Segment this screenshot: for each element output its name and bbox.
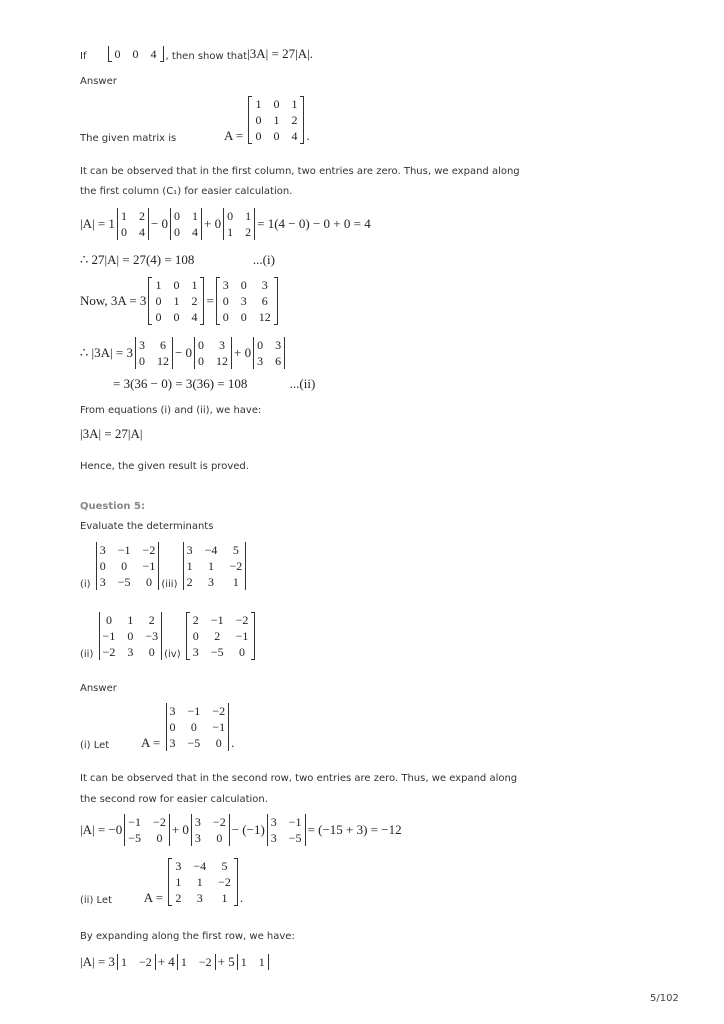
matrix-entry: −2 (102, 645, 116, 659)
matrix-entry: 4 (291, 129, 298, 143)
math-text: − 0 (174, 345, 193, 360)
matrix-entry: 0 (222, 310, 229, 324)
matrix-entry: 3 (127, 645, 134, 659)
matrix-entries (118, 954, 155, 970)
math-text: A = (141, 735, 164, 750)
from-equations-text: From equations (i) and (ii), we have: (80, 405, 262, 416)
right-bar (158, 542, 159, 590)
matrix-entry: −1 (235, 629, 249, 643)
matrix-entry: 0 (127, 629, 134, 643)
observation-line: the first column (C₁) for easier calculation. (80, 186, 293, 197)
matrix-entries (97, 542, 159, 590)
matrix-entries (171, 208, 201, 240)
matrix-entry: 3 (222, 278, 229, 292)
matrix-entry: 3 (99, 543, 106, 557)
matrix-entries (252, 96, 300, 144)
matrix-entry: 6 (275, 354, 282, 368)
matrix-entry: 1 (180, 955, 187, 969)
determinant (117, 954, 156, 970)
matrix-entry: −2 (212, 815, 226, 829)
matrix-entry: 1 (273, 113, 280, 127)
matrix-entries (190, 612, 252, 660)
matrix-entry: −2 (218, 875, 231, 889)
right-bar (305, 814, 306, 846)
matrix-entry: −2 (229, 559, 243, 573)
determinant (194, 337, 232, 369)
math-text: = (−15 + 3) = −12 (307, 822, 402, 837)
matrix-entry: 0 (145, 575, 152, 589)
determinant (170, 208, 202, 240)
determinant (166, 703, 230, 751)
answer-label: Answer (80, 76, 117, 87)
matrix-entry: −1 (102, 629, 116, 643)
matrix-entry: 3 (257, 354, 264, 368)
matrix-entry: 1 (245, 209, 252, 223)
question-determinants-row-2 (80, 612, 257, 660)
matrix-entry: −1 (212, 720, 226, 734)
math-text: |A| = −0 (80, 822, 123, 837)
problem-statement (80, 46, 313, 62)
matrix-entry: 1 (192, 209, 199, 223)
matrix-entry: 4 (138, 225, 145, 239)
matrix-entry: −3 (145, 629, 159, 643)
equation-27a (80, 252, 275, 268)
math-text: − 0 (150, 216, 169, 231)
determinant (96, 542, 160, 590)
matrix-entry: 2 (175, 891, 182, 905)
right-bar (169, 814, 170, 846)
matrix (148, 277, 204, 325)
label-text: (i) Let (80, 740, 142, 751)
matrix-entry: 1 (196, 875, 203, 889)
matrix-entry: 2 (191, 294, 198, 308)
matrix-entry: 3 (208, 575, 215, 589)
matrix-entry: 1 (173, 294, 180, 308)
matrix-entry: 1 (191, 278, 198, 292)
matrix-entry: −5 (210, 645, 224, 659)
answer-label: Answer (80, 683, 117, 694)
matrix-entries (254, 337, 284, 369)
matrix-entry: 0 (169, 720, 176, 734)
matrix-entry: 6 (159, 338, 166, 352)
matrix-entry: 0 (198, 338, 205, 352)
matrix-entries (268, 814, 305, 846)
matrix-entry: 0 (105, 613, 112, 627)
math-text: = (206, 293, 214, 308)
matrix-entry: 2 (186, 575, 193, 589)
matrix-entry: 0 (132, 47, 139, 61)
question-prompt: Evaluate the determinants (80, 521, 214, 532)
matrix-entry: −2 (235, 613, 249, 627)
matrix-entry: 2 (148, 613, 155, 627)
matrix-entry: −1 (187, 704, 201, 718)
matrix-entry: 0 (192, 629, 199, 643)
observation-line: It can be observed that in the second row, two entries are zero. Thus, we expand along (80, 773, 518, 784)
matrix-entry: 0 (240, 310, 247, 324)
right-bar (229, 814, 230, 846)
matrix-entry: 4 (191, 310, 198, 324)
math-text: . (306, 128, 310, 143)
matrix-entry: 1 (258, 955, 265, 969)
matrix-entry: 3 (169, 704, 176, 718)
matrix-entry: 3 (169, 736, 176, 750)
matrix-entry: 3 (261, 278, 268, 292)
matrix-entry: 0 (238, 645, 245, 659)
matrix-entry: −1 (117, 543, 131, 557)
matrix-entry: 1 (240, 955, 247, 969)
matrix-entry: −5 (128, 831, 142, 845)
right-bar (245, 542, 246, 590)
right-bar (284, 337, 285, 369)
matrix-entry: 3 (186, 543, 193, 557)
matrix-entry: 0 (240, 278, 247, 292)
matrix-entry: 2 (138, 209, 145, 223)
matrix-entry: 0 (273, 129, 280, 143)
matrix-entry: 4 (192, 225, 199, 239)
determinant (177, 954, 216, 970)
equation-det-a (80, 208, 371, 240)
determinant (124, 814, 170, 846)
determinant (191, 814, 230, 846)
matrix-entry: 3 (192, 645, 199, 659)
let-a-ii (80, 858, 243, 906)
matrix (186, 612, 256, 660)
right-bracket (274, 277, 278, 325)
math-text: ∴ 27|A| = 27(4) = 108 ...(i) (80, 252, 275, 267)
matrix-entries (192, 814, 229, 846)
matrix-entries (195, 337, 231, 369)
math-text: Now, 3A = 3 (80, 293, 147, 308)
matrix-entry: 0 (215, 736, 222, 750)
matrix-entry: 0 (155, 294, 162, 308)
math-text: − (−1) (231, 822, 265, 837)
right-bar (215, 954, 216, 970)
math-text: = 1(4 − 0) − 0 + 0 = 4 (257, 216, 371, 231)
conclusion-text: Hence, the given result is proved. (80, 461, 249, 472)
right-bar (254, 208, 255, 240)
matrix (216, 277, 278, 325)
right-bar (148, 208, 149, 240)
matrix-entry: −4 (193, 859, 207, 873)
determinant (267, 814, 306, 846)
determinant (223, 208, 255, 240)
right-bracket (300, 96, 304, 144)
matrix-entry: 0 (155, 310, 162, 324)
matrix-entry: 6 (261, 294, 268, 308)
equation-3a (80, 277, 280, 325)
matrix-entry: 3 (275, 338, 282, 352)
equation-det-a-i (80, 814, 402, 846)
matrix-entry: 3 (194, 815, 201, 829)
given-matrix (80, 96, 310, 144)
question-determinants-row-1 (80, 542, 248, 590)
observation-line: the second row for easier calculation. (80, 794, 268, 805)
label-text: (i) (80, 579, 94, 590)
matrix-entry: 0 (216, 831, 223, 845)
right-bar (161, 612, 162, 660)
matrix-entry: 12 (216, 354, 229, 368)
matrix-entry: 1 (291, 97, 298, 111)
matrix-entry: 1 (127, 613, 134, 627)
matrix (248, 96, 304, 144)
matrix-entry: 3 (194, 831, 201, 845)
matrix-entry: 1 (255, 97, 262, 111)
expand-first-row-text: By expanding along the first row, we have: (80, 931, 295, 942)
let-a-i (80, 703, 234, 751)
matrix-entry: 3 (196, 891, 203, 905)
math-text: . (239, 890, 244, 905)
determinant (253, 337, 285, 369)
determinant (117, 208, 149, 240)
matrix-entry: 0 (173, 278, 180, 292)
right-bracket (160, 46, 164, 62)
matrix-entry: 3 (240, 294, 247, 308)
label-text: (iv) (164, 649, 184, 660)
math-text: + 0 (234, 345, 252, 360)
matrix-entry: 0 (174, 209, 181, 223)
matrix-entry: 0 (121, 559, 128, 573)
matrix-entry: −1 (210, 613, 224, 627)
matrix-entry: 5 (232, 543, 239, 557)
determinant (183, 542, 247, 590)
right-bar (268, 954, 269, 970)
right-bracket (234, 858, 238, 906)
matrix-entry: 1 (232, 575, 239, 589)
right-bar (228, 703, 229, 751)
label-text: (iii) (161, 579, 181, 590)
math-text: A = (143, 890, 167, 905)
matrix-entry: 1 (175, 875, 182, 889)
matrix-entry: 1 (120, 955, 127, 969)
matrix-entry: 0 (198, 354, 205, 368)
matrix-entry: 1 (208, 559, 215, 573)
matrix-entry: 4 (150, 47, 157, 61)
matrix-entry: 3 (219, 338, 226, 352)
matrix-entry: 1 (155, 278, 162, 292)
math-text: |A| = 1 (80, 216, 115, 231)
matrix-entry: 0 (255, 129, 262, 143)
matrix-entry: 0 (138, 354, 145, 368)
observation-line: It can be observed that in the first column, two entries are zero. Thus, we expand along (80, 166, 520, 177)
math-text: ∴ |3A| = 3 (80, 345, 133, 360)
matrix-entry: 3 (99, 575, 106, 589)
matrix-entries (184, 542, 246, 590)
matrix-entry: −1 (142, 559, 156, 573)
right-bar (172, 337, 173, 369)
equation-det-3a-continued (113, 376, 315, 392)
math-text: + 0 (204, 216, 222, 231)
right-bar (155, 954, 156, 970)
math-text: |A| = 3 (80, 954, 115, 969)
label-text: If (80, 51, 106, 62)
math-text: + 5 (217, 954, 235, 969)
matrix-entry: 0 (156, 831, 163, 845)
matrix-entries (112, 46, 160, 62)
matrix-entry: 12 (156, 354, 169, 368)
question-title: Question 5: (80, 501, 145, 512)
equation-det-3a (80, 337, 287, 369)
equation-result (80, 426, 143, 442)
matrix-entry: 0 (222, 294, 229, 308)
equation-det-a-ii (80, 954, 271, 970)
matrix-entry: 2 (245, 225, 252, 239)
matrix-entry: 0 (190, 720, 197, 734)
math-text: + 4 (157, 954, 175, 969)
matrix-entry: 3 (138, 338, 145, 352)
matrix (168, 858, 238, 906)
matrix-entry: 1 (221, 891, 228, 905)
matrix-entries (152, 277, 200, 325)
matrix-entry: 3 (270, 831, 277, 845)
matrix-entry: 0 (120, 225, 127, 239)
matrix-entry: 5 (221, 859, 228, 873)
matrix-entry: −1 (288, 815, 302, 829)
matrix-entry: 0 (227, 209, 234, 223)
matrix-entry: −2 (142, 543, 156, 557)
matrix-entry: 2 (291, 113, 298, 127)
right-bracket (200, 277, 204, 325)
page-number: 5/102 (650, 993, 679, 1004)
matrix-entries (136, 337, 172, 369)
matrix-entry: 2 (192, 613, 199, 627)
math-text: |3A| = 27|A| (80, 426, 143, 441)
label-text: The given matrix is (80, 133, 224, 144)
matrix-entry: −2 (153, 815, 166, 829)
matrix (108, 46, 164, 62)
matrix-entry: 3 (270, 815, 277, 829)
matrix-entries (178, 954, 215, 970)
matrix-entries (224, 208, 254, 240)
matrix-entry: −4 (204, 543, 218, 557)
matrix-entry: 0 (114, 47, 121, 61)
math-text: |3A| = 27|A|. (247, 46, 313, 61)
matrix-entries (238, 954, 268, 970)
label-text: , then show that (165, 51, 248, 62)
right-bracket (251, 612, 255, 660)
matrix-entry: −1 (128, 815, 142, 829)
matrix-entry: 3 (175, 859, 182, 873)
matrix-entries (100, 612, 162, 660)
matrix-entry: −2 (138, 955, 152, 969)
matrix-entries (125, 814, 169, 846)
matrix-entries (172, 858, 234, 906)
matrix-entry: 1 (227, 225, 234, 239)
matrix-entries (167, 703, 229, 751)
matrix-entry: 12 (258, 310, 271, 324)
math-text: = 3(36 − 0) = 3(36) = 108 ...(ii) (113, 376, 316, 391)
matrix-entry: 0 (173, 310, 180, 324)
matrix-entry: −5 (117, 575, 131, 589)
matrix-entry: 0 (273, 97, 280, 111)
matrix-entry: 2 (214, 629, 221, 643)
math-text: . (231, 735, 235, 750)
matrix-entry: 1 (120, 209, 127, 223)
matrix-entry: 0 (174, 225, 181, 239)
matrix-entry: 1 (186, 559, 193, 573)
matrix-entry: 0 (257, 338, 264, 352)
math-text: A = (223, 128, 247, 143)
math-text: + 0 (171, 822, 189, 837)
label-text: (ii) Let (80, 895, 144, 906)
determinant (135, 337, 173, 369)
right-bar (231, 337, 232, 369)
matrix-entry: 0 (255, 113, 262, 127)
matrix-entry: −2 (212, 704, 226, 718)
matrix-entry: −5 (187, 736, 201, 750)
matrix-entry: 0 (148, 645, 155, 659)
matrix-entry: −2 (198, 955, 212, 969)
determinant (99, 612, 163, 660)
determinant (237, 954, 269, 970)
matrix-entry: −5 (288, 831, 302, 845)
matrix-entry: 0 (99, 559, 106, 573)
label-text: (ii) (80, 649, 97, 660)
matrix-entries (220, 277, 274, 325)
right-bar (201, 208, 202, 240)
matrix-entries (118, 208, 148, 240)
